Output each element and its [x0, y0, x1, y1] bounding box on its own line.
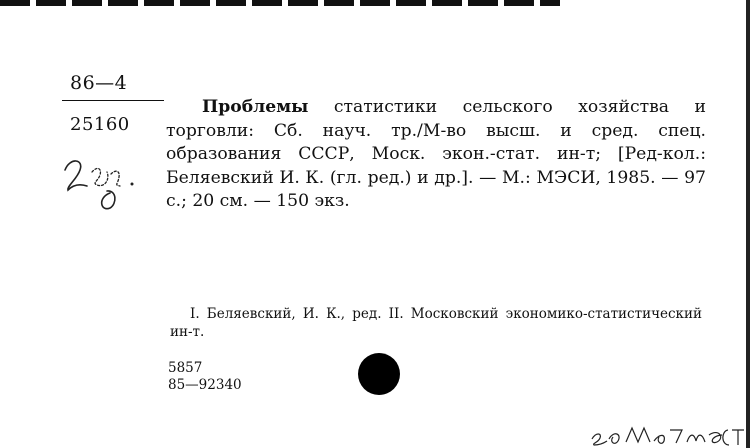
shelf-number: 86—4 — [70, 72, 128, 94]
punch-hole — [358, 353, 400, 395]
entry-title: Проблемы — [202, 97, 309, 117]
control-number-2: 85—92340 — [168, 377, 242, 393]
record-number: 25160 — [70, 114, 130, 135]
shelf-number-rule — [62, 100, 164, 101]
top-edge-marks — [0, 0, 560, 6]
handwritten-note — [62, 150, 152, 216]
entry-body: статистики сельского хозяйства и торговли: Сб. науч. тр./М-во высш. и сред. спец. образования СССР, Моск. экон.-стат. ин-т; [Ред-кол.: Беляевский И. К. (гл. ред.) и др.]. — М.: МЭСИ, 1985. — 97 с.; 20 см. — 150 экз. — [166, 97, 706, 211]
control-number-1: 5857 — [168, 360, 203, 376]
right-card-edge — [746, 0, 750, 448]
bottom-control-numbers — [168, 360, 242, 394]
tracings: I. Беляевский, И. К., ред. II. Московский экономико-статистический ин-т. — [170, 306, 702, 340]
bibliographic-entry — [166, 96, 706, 214]
handwritten-corner-note — [584, 414, 750, 448]
